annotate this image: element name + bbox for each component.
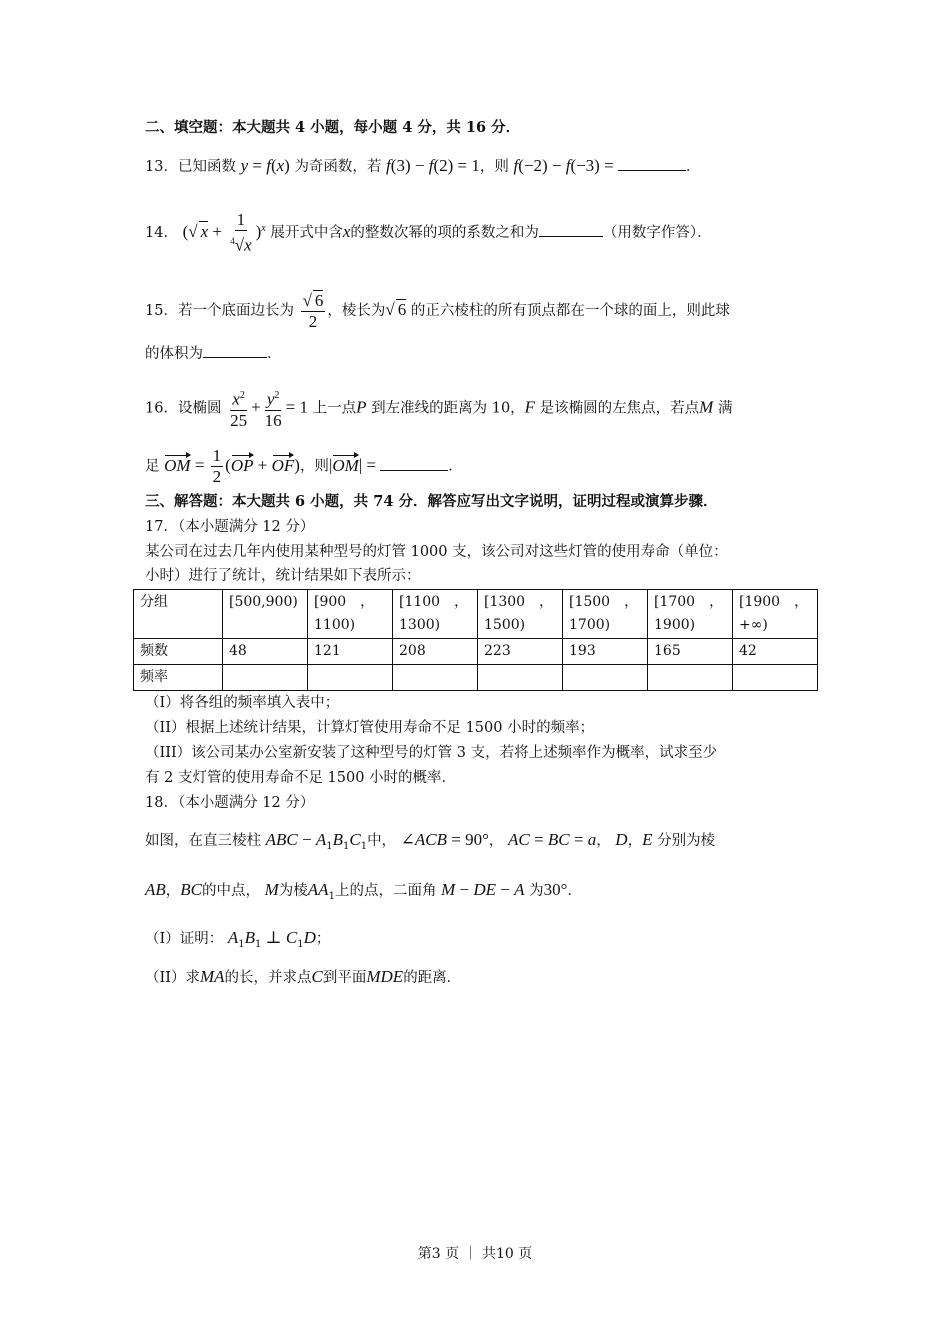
question-17-part3-cont: 有 2 支灯管的使用寿命不足 1500 小时的概率．	[145, 770, 457, 786]
table-cell-empty[interactable]	[648, 665, 733, 691]
table-cell: [1700 ，1900)	[648, 590, 733, 639]
page-footer: 第3 页 ｜ 共10 页	[417, 1246, 533, 1262]
question-17-part1: （I）将各组的频率填入表中；	[145, 695, 340, 711]
table-cell: [1900 ，+∞)	[733, 590, 818, 639]
answer-blank[interactable]	[380, 456, 448, 471]
table-cell: 208	[393, 639, 478, 665]
table-cell: 193	[563, 639, 648, 665]
question-16: 16．设椭圆 $\frac{x^2}{25}$ + $\frac{y^2}{16}$ = 1 上一点P 到左准线的距离为 10，F 是该椭圆的左焦点，若点M 满	[145, 386, 732, 431]
table-cell: 165	[648, 639, 733, 665]
table-cell-empty[interactable]	[393, 665, 478, 691]
answer-blank[interactable]	[539, 222, 603, 237]
question-18-part1: （I）证明： $A_1B_1$ ⊥ $C_1D$；	[145, 928, 331, 950]
table-cell: 频数	[134, 639, 223, 665]
table-row-frequency	[134, 665, 818, 691]
question-17-intro: 某公司在过去几年内使用某种型号的灯管 1000 支，该公司对这些灯管的使用寿命（单位：	[145, 544, 728, 560]
question-17-part3: （III）该公司某办公室新安装了这种型号的灯管 3 支，若将上述频率作为概率，试求至少	[145, 745, 718, 761]
table-cell: 频率	[134, 665, 223, 691]
section3-heading: 三、解答题：本大题共 6 小题，共 74 分．解答应写出文字说明，证明过程或演算步骤．	[145, 493, 718, 510]
table-row-header	[134, 590, 818, 639]
table-cell: 42	[733, 639, 818, 665]
table-cell: [1300 ，1500)	[478, 590, 563, 639]
question-13: 13．已知函数 y = f(x) 为奇函数，若 f(3) − f(2) = 1，则 f(−2) − f(−3) = ．	[145, 156, 701, 175]
table-cell-empty[interactable]	[308, 665, 393, 691]
frequency-table	[133, 589, 818, 691]
section2-heading: 二、填空题：本大题共 4 小题，每小题 4 分，共 16 分．	[145, 119, 521, 136]
question-18-part2: （II）求MA的长，并求点C到平面MDE的距离．	[145, 967, 462, 986]
question-17-title: 17．（本小题满分 12 分）	[145, 519, 315, 535]
question-16-line2: 足 OM = $\frac{1}{2}$ (OP + OF)，则|OM| = ．	[145, 446, 463, 486]
table-cell: 分组	[134, 590, 223, 639]
question-18-line1: 如图，在直三棱柱 ABC − $A_1B_1C_1$中， ∠ACB = 90°， AC = BC = a， D，E 分别为棱	[145, 830, 716, 852]
question-17-part2: （II）根据上述统计结果，计算灯管使用寿命不足 1500 小时的频率；	[145, 720, 595, 736]
question-15-line2: 的体积为 ．	[145, 343, 282, 364]
table-cell: [1500 ，1700)	[563, 590, 648, 639]
table-cell-empty[interactable]	[733, 665, 818, 691]
question-14: 14． (√ x + $\frac{1}{^4√x}$ )$^x$ 展开式中含x的整数次幂的项的系数之和为 （用数字作答）．	[145, 210, 712, 255]
question-17-intro2: 小时）进行了统计，统计结果如下表所示：	[145, 568, 421, 584]
table-cell: [900 ，1100)	[308, 590, 393, 639]
table-cell: 223	[478, 639, 563, 665]
answer-blank[interactable]	[203, 343, 267, 358]
table-row-counts	[134, 639, 818, 665]
question-15: 15．若一个底面边长为 $\frac{√ 6}{2}$ ，棱长为√ 6 的正六棱柱的所有顶点都在一个球的面上，则此球	[145, 291, 730, 331]
answer-blank[interactable]	[618, 156, 686, 171]
question-18-title: 18．（本小题满分 12 分）	[145, 795, 315, 811]
table-cell-empty[interactable]	[478, 665, 563, 691]
table-cell-empty[interactable]	[563, 665, 648, 691]
table-cell-empty[interactable]	[223, 665, 308, 691]
question-18-line2: AB，BC的中点， M为棱$AA_1$上的点，二面角 M − DE − A 为30°．	[145, 880, 582, 902]
table-cell: [500,900)	[223, 590, 308, 639]
table-cell: 121	[308, 639, 393, 665]
table-cell: 48	[223, 639, 308, 665]
table-cell: [1100 ，1300)	[393, 590, 478, 639]
